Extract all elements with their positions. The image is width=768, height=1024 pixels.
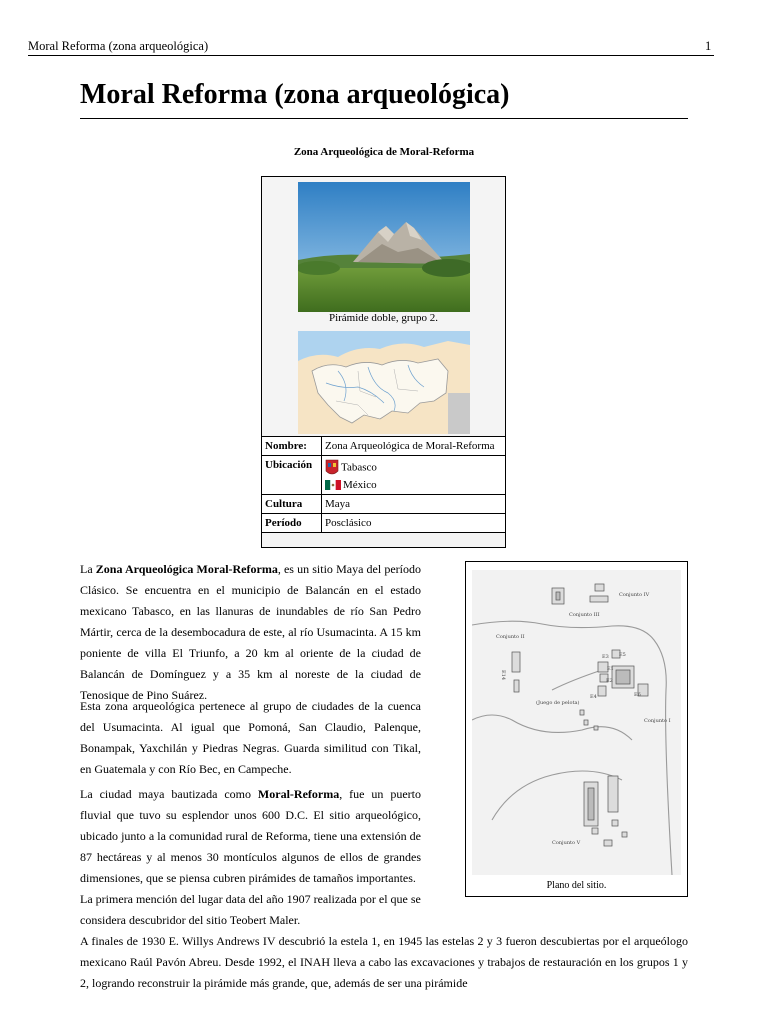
photo-caption: Pirámide doble, grupo 2.: [328, 312, 439, 324]
text-run: La: [80, 562, 96, 576]
infobox-value: [322, 456, 506, 495]
site-plan-map[interactable]: [472, 570, 681, 875]
running-header-title: Moral Reforma (zona arqueológica): [28, 39, 209, 53]
infobox-value: Zona Arqueológica de Moral-Reforma: [322, 437, 506, 456]
bold-term: Zona Arqueológica Moral-Reforma: [95, 562, 278, 576]
label-e1: E1: [607, 666, 614, 672]
label-conjunto-iv: Conjunto IV: [619, 592, 650, 598]
location-map[interactable]: [298, 331, 470, 434]
tabasco-link[interactable]: Tabasco: [341, 461, 377, 474]
paragraph-cuenca: Esta zona arqueológica pertenece al grupo de ciudades de la cuenca del Usumacinta. Al igual que Pomoná, San Claudio, Palenque, Bonampak, Yaxchilán y Piedras Negras. Guarda similitud con Tikal, en Guatemala y con Río Bec, en Campeche.: [80, 699, 421, 776]
label-conjunto-v: Conjunto V: [552, 840, 581, 846]
infobox-row-ubicacion: [262, 456, 506, 495]
paragraph-intro: [80, 559, 421, 706]
infobox-row-nombre: [262, 437, 506, 456]
label-e3: E3: [602, 654, 609, 660]
page-number: 1: [705, 39, 712, 53]
paragraph-mencion: La primera mención del lugar data del año 1907 realizada por el que se considera descubridor del sitio Teobert Maler.: [80, 892, 421, 927]
label-conjunto-i: Conjunto I: [644, 718, 671, 724]
label-conjunto-iii: Conjunto III: [569, 612, 600, 618]
infobox-caption: Zona Arqueológica de Moral-Reforma: [293, 146, 475, 158]
infobox-key: Ubicación: [262, 456, 322, 495]
infobox-key: Nombre:: [262, 437, 322, 456]
label-e2: E2: [606, 678, 613, 684]
article-title: Moral Reforma (zona arqueológica): [80, 79, 510, 110]
label-e5: E5: [619, 652, 626, 658]
paragraph-puerto: [80, 784, 421, 889]
mexico-link[interactable]: México: [343, 479, 377, 491]
text-run: , fue un puerto fluvial que tuvo su esplendor unos 600 D.C. El sitio arqueológico, ubicado junto a la comunidad rural de Reforma, tiene una extensión de 87 hectáreas y al menos 30 montículos algunos de ellos de grandes dimensiones, que se piensa cubren pirámides de tamaños importantes.: [80, 787, 421, 885]
infobox-key: Cultura: [262, 495, 322, 514]
site-plan-figure: [465, 561, 688, 897]
infobox-row-periodo: [262, 514, 506, 533]
mexico-flag-icon: [325, 480, 341, 490]
infobox-table: [261, 436, 506, 533]
label-e14: E14: [500, 670, 506, 681]
infobox-key: Período: [262, 514, 322, 533]
infobox-value: Maya: [322, 495, 506, 514]
text-run: La ciudad maya bautizada como: [80, 787, 258, 801]
plan-caption: Plano del sitio.: [546, 880, 607, 891]
text-run: , es un sitio Maya del período Clásico. Se encuentra en el municipio de Balancán en el estado mexicano Tabasco, en las llanuras de inundables de río San Pedro Mártir, cerca de la desembocadura de este, al río Usumacinta. A 15 km poniente de villa El Triunfo, a 20 km al oriente de la ciudad de Balancán de Domínguez y a 35 km al noreste de la ciudad de Tenosique de Pino Suárez.: [80, 562, 421, 702]
pyramid-photo[interactable]: [298, 182, 470, 312]
bold-term: Moral-Reforma: [257, 787, 340, 801]
label-e6: E6: [634, 692, 641, 698]
tabasco-coat-of-arms-icon: [325, 459, 339, 477]
header-rule: [28, 55, 714, 56]
label-e4: E4: [590, 694, 597, 700]
label-juego-de-pelota: (Juego de pelota): [536, 700, 580, 706]
label-conjunto-ii: Conjunto II: [496, 634, 525, 640]
paragraph-excavaciones: A finales de 1930 E. Willys Andrews IV descubrió la estela 1, en 1945 las estelas 2 y 3 fueron descubiertas por el arqueólogo mexicano Raúl Pavón Abreu. Desde 1992, el INAH lleva a cabo las excavaciones y trabajos de restauración en los grupos 1 y 2, logrando reconstruir la pirámide más grande, que, además de ser una pirámide: [80, 934, 688, 990]
infobox: [261, 176, 506, 548]
title-rule: [80, 118, 688, 119]
infobox-row-cultura: [262, 495, 506, 514]
infobox-value: Posclásico: [322, 514, 506, 533]
